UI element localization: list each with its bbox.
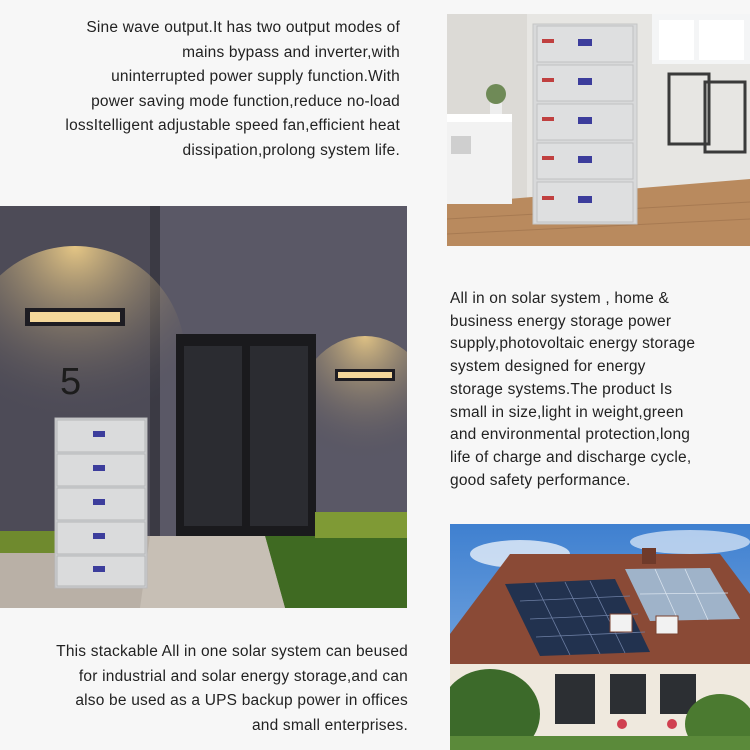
house-number: 5	[60, 361, 82, 403]
exterior-battery-photo	[0, 206, 407, 608]
text-line: also be used as a UPS backup power in offices	[75, 692, 408, 710]
text-line: for industrial and solar energy storage,and can	[78, 667, 408, 685]
text-line: Sine wave output.It has two output modes of	[86, 19, 400, 36]
text-line: uninterrupted power supply function.With	[111, 68, 400, 86]
text-line: supply,photovoltaic energy storage	[450, 335, 696, 353]
text-line: This stackable All in one solar system can beused	[56, 643, 408, 660]
indoor-battery-photo	[447, 14, 750, 246]
description-middle	[450, 288, 746, 492]
text-line: mains bypass and inverter,with	[182, 43, 400, 61]
text-line: lossItelligent adjustable speed fan,efficient heat	[65, 117, 400, 135]
text-line: system designed for energy	[450, 358, 646, 376]
text-line: business energy storage power	[450, 312, 672, 330]
text-line: dissipation,prolong system life.	[182, 141, 400, 159]
description-bottom	[10, 640, 408, 738]
text-line: storage systems.The product Is	[450, 380, 673, 398]
text-line: and environmental protection,long	[450, 426, 691, 444]
solar-roof-house-photo	[450, 524, 750, 750]
text-line: All in on solar system , home &	[450, 290, 669, 307]
description-top	[40, 16, 400, 164]
text-line: power saving mode function,reduce no-load	[91, 92, 400, 110]
text-line: good safety performance.	[450, 471, 631, 489]
text-line: and small enterprises.	[251, 716, 408, 734]
text-line: small in size,light in weight,green	[450, 403, 684, 421]
text-line: life of charge and discharge cycle,	[450, 448, 692, 466]
